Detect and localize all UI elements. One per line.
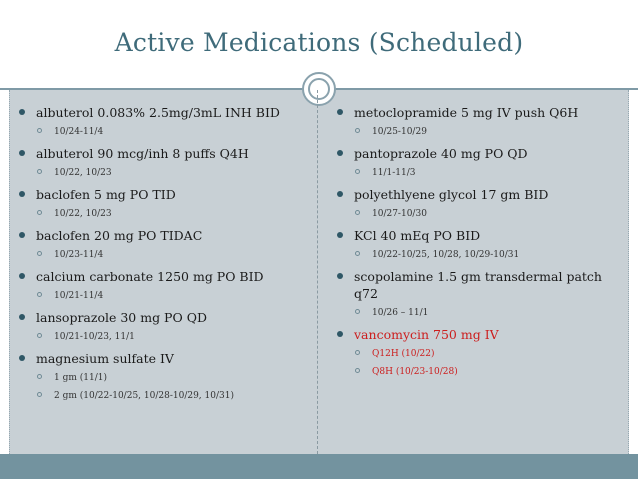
medication-name: scopolamine 1.5 gm transdermal patch q72 — [354, 269, 602, 301]
list-item — [16, 227, 306, 262]
slide-title: Active Medications (Scheduled) — [114, 28, 524, 57]
medication-dates: 1 gm (11/1) — [54, 373, 107, 383]
medication-name: lansoprazole 30 mg PO QD — [36, 310, 207, 325]
medication-name: KCl 40 mEq PO BID — [354, 228, 481, 243]
sub-bullet-icon — [37, 333, 42, 338]
medication-name: polyethlyene glycol 17 gm BID — [354, 187, 549, 202]
medication-name: pantoprazole 40 mg PO QD — [354, 146, 528, 161]
bullet-icon — [337, 232, 343, 238]
medication-dates: 10/21-11/4 — [54, 291, 104, 301]
medication-dates: 10/22, 10/23 — [54, 168, 112, 178]
list-item — [334, 268, 624, 320]
sub-bullet-icon — [37, 374, 42, 379]
circle-ornament-icon — [302, 72, 336, 106]
medication-dates: 10/27-10/30 — [372, 209, 427, 219]
bullet-icon — [19, 109, 25, 115]
list-item-highlighted — [334, 326, 624, 379]
column-divider — [317, 90, 318, 454]
medication-dates: 10/22-10/25, 10/28, 10/29-10/31 — [372, 250, 520, 260]
bullet-icon — [19, 191, 25, 197]
bullet-icon — [19, 232, 25, 238]
bullet-icon — [19, 150, 25, 156]
medication-name: vancomycin 750 mg IV — [354, 327, 499, 342]
list-item — [334, 145, 624, 180]
left-medication-list — [16, 98, 306, 403]
sub-bullet-icon — [355, 210, 360, 215]
medication-name: baclofen 20 mg PO TIDAC — [36, 228, 203, 243]
bullet-icon — [337, 331, 343, 337]
sub-bullet-icon — [37, 128, 42, 133]
sub-bullet-icon — [37, 210, 42, 215]
medication-dates: 10/23-11/4 — [54, 250, 104, 260]
sub-bullet-icon — [355, 128, 360, 133]
sub-bullet-icon — [355, 309, 360, 314]
sub-bullet-icon — [37, 392, 42, 397]
medication-dates: Q12H (10/22) — [372, 349, 435, 359]
medication-dates: 10/25-10/29 — [372, 127, 427, 137]
footer-band — [0, 454, 638, 479]
medication-dates: Q8H (10/23-10/28) — [372, 367, 458, 377]
medication-name: albuterol 0.083% 2.5mg/3mL INH BID — [36, 105, 280, 120]
medication-dates: 11/1-11/3 — [372, 168, 416, 178]
medication-dates: 10/24-11/4 — [54, 127, 104, 137]
list-item — [16, 309, 306, 344]
list-item — [334, 186, 624, 221]
list-item — [16, 104, 306, 139]
medication-dates: 10/22, 10/23 — [54, 209, 112, 219]
list-item — [334, 227, 624, 262]
sub-bullet-icon — [355, 169, 360, 174]
list-item — [16, 145, 306, 180]
sub-bullet-icon — [355, 251, 360, 256]
bullet-icon — [337, 150, 343, 156]
medication-name: albuterol 90 mcg/inh 8 puffs Q4H — [36, 146, 249, 161]
bullet-icon — [19, 355, 25, 361]
medication-name: calcium carbonate 1250 mg PO BID — [36, 269, 264, 284]
medication-dates: 10/26 – 11/1 — [372, 308, 429, 318]
medication-dates: 2 gm (10/22-10/25, 10/28-10/29, 10/31) — [54, 391, 234, 401]
list-item — [16, 350, 306, 403]
medication-name: baclofen 5 mg PO TID — [36, 187, 176, 202]
medication-name: metoclopramide 5 mg IV push Q6H — [354, 105, 579, 120]
list-item — [334, 104, 624, 139]
bullet-icon — [19, 314, 25, 320]
sub-bullet-icon — [355, 368, 360, 373]
list-item — [16, 186, 306, 221]
bullet-icon — [337, 273, 343, 279]
medication-name: magnesium sulfate IV — [36, 351, 174, 366]
title-band — [0, 0, 638, 82]
bullet-icon — [337, 109, 343, 115]
list-item — [16, 268, 306, 303]
bullet-icon — [19, 273, 25, 279]
medication-dates: 10/21-10/23, 11/1 — [54, 332, 135, 342]
sub-bullet-icon — [37, 169, 42, 174]
sub-bullet-icon — [37, 292, 42, 297]
sub-bullet-icon — [37, 251, 42, 256]
right-medication-list — [334, 98, 624, 379]
sub-bullet-icon — [355, 350, 360, 355]
bullet-icon — [337, 191, 343, 197]
